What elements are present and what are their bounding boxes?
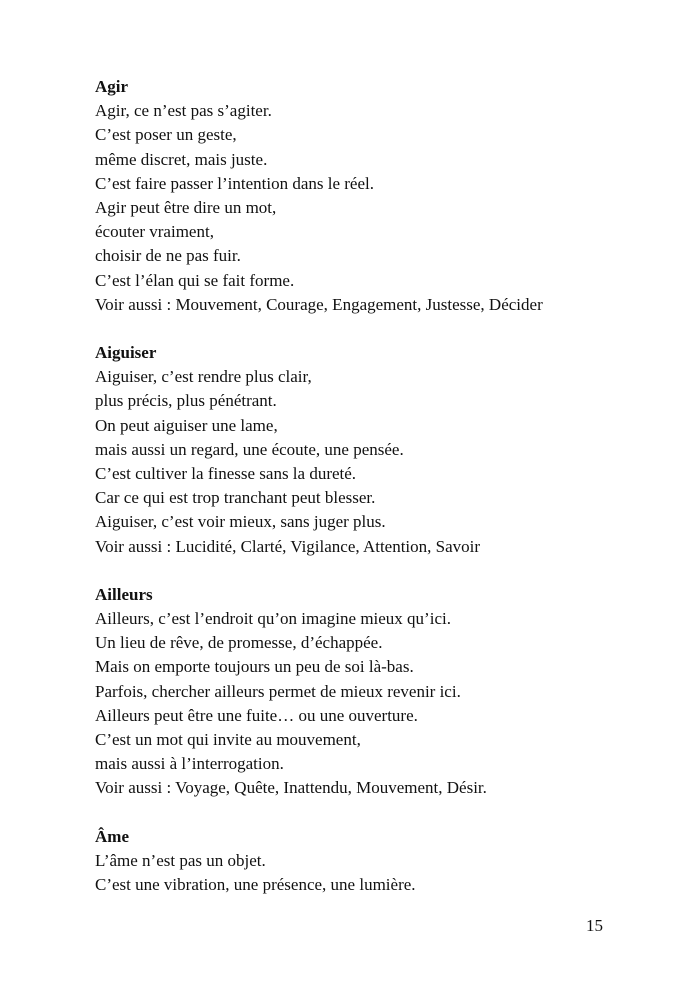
entry-line: C’est l’élan qui se fait forme. bbox=[95, 270, 295, 290]
entry-line: Ailleurs, c’est l’endroit qu’on imagine mieux qu’ici. bbox=[95, 609, 451, 629]
entry-term: Âme bbox=[95, 826, 129, 846]
entry-line: mais aussi à l’interrogation. bbox=[95, 754, 284, 774]
entry-line: C’est une vibration, une présence, une lumière. bbox=[95, 875, 416, 895]
dictionary-page bbox=[95, 75, 655, 921]
entry-line: C’est poser un geste, bbox=[95, 125, 237, 145]
see-also-line: Voir aussi : Lucidité, Clarté, Vigilance, Attention, Savoir bbox=[95, 536, 481, 556]
entry-line: écouter vraiment, bbox=[95, 222, 214, 242]
entry-term: Aiguiser bbox=[95, 343, 157, 363]
entry-line: Parfois, chercher ailleurs permet de mieux revenir ici. bbox=[95, 681, 461, 701]
entry-line: Agir, ce n’est pas s’agiter. bbox=[95, 101, 272, 121]
entry-line: C’est cultiver la finesse sans la dureté. bbox=[95, 464, 357, 484]
entry-aiguiser bbox=[95, 341, 655, 559]
entry-line: plus précis, plus pénétrant. bbox=[95, 391, 277, 411]
entry-agir bbox=[95, 75, 655, 317]
entry-ailleurs bbox=[95, 583, 655, 801]
see-also-line: Voir aussi : Mouvement, Courage, Engagement, Justesse, Décider bbox=[95, 294, 543, 314]
entry-line: choisir de ne pas fuir. bbox=[95, 246, 241, 266]
entry-line: mais aussi un regard, une écoute, une pensée. bbox=[95, 439, 404, 459]
entry-line: Aiguiser, c’est rendre plus clair, bbox=[95, 367, 312, 387]
entry-ame bbox=[95, 825, 655, 898]
entry-term: Agir bbox=[95, 77, 129, 96]
see-also-line: Voir aussi : Voyage, Quête, Inattendu, Mouvement, Désir. bbox=[95, 778, 487, 798]
entry-line: Car ce qui est trop tranchant peut blesser. bbox=[95, 488, 376, 508]
entry-line: Ailleurs peut être une fuite… ou une ouverture. bbox=[95, 705, 418, 725]
entry-line: On peut aiguiser une lame, bbox=[95, 415, 278, 435]
entry-line: C’est faire passer l’intention dans le réel. bbox=[95, 173, 374, 193]
entry-line: L’âme n’est pas un objet. bbox=[95, 850, 266, 870]
entry-term: Ailleurs bbox=[95, 584, 153, 604]
entry-line: C’est un mot qui invite au mouvement, bbox=[95, 730, 361, 750]
entry-line: Mais on emporte toujours un peu de soi là-bas. bbox=[95, 657, 414, 677]
page-number: 15 bbox=[586, 916, 603, 935]
entry-line: même discret, mais juste. bbox=[95, 149, 268, 169]
entry-line: Aiguiser, c’est voir mieux, sans juger plus. bbox=[95, 512, 386, 532]
entry-line: Un lieu de rêve, de promesse, d’échappée. bbox=[95, 633, 383, 653]
entry-line: Agir peut être dire un mot, bbox=[95, 198, 277, 218]
